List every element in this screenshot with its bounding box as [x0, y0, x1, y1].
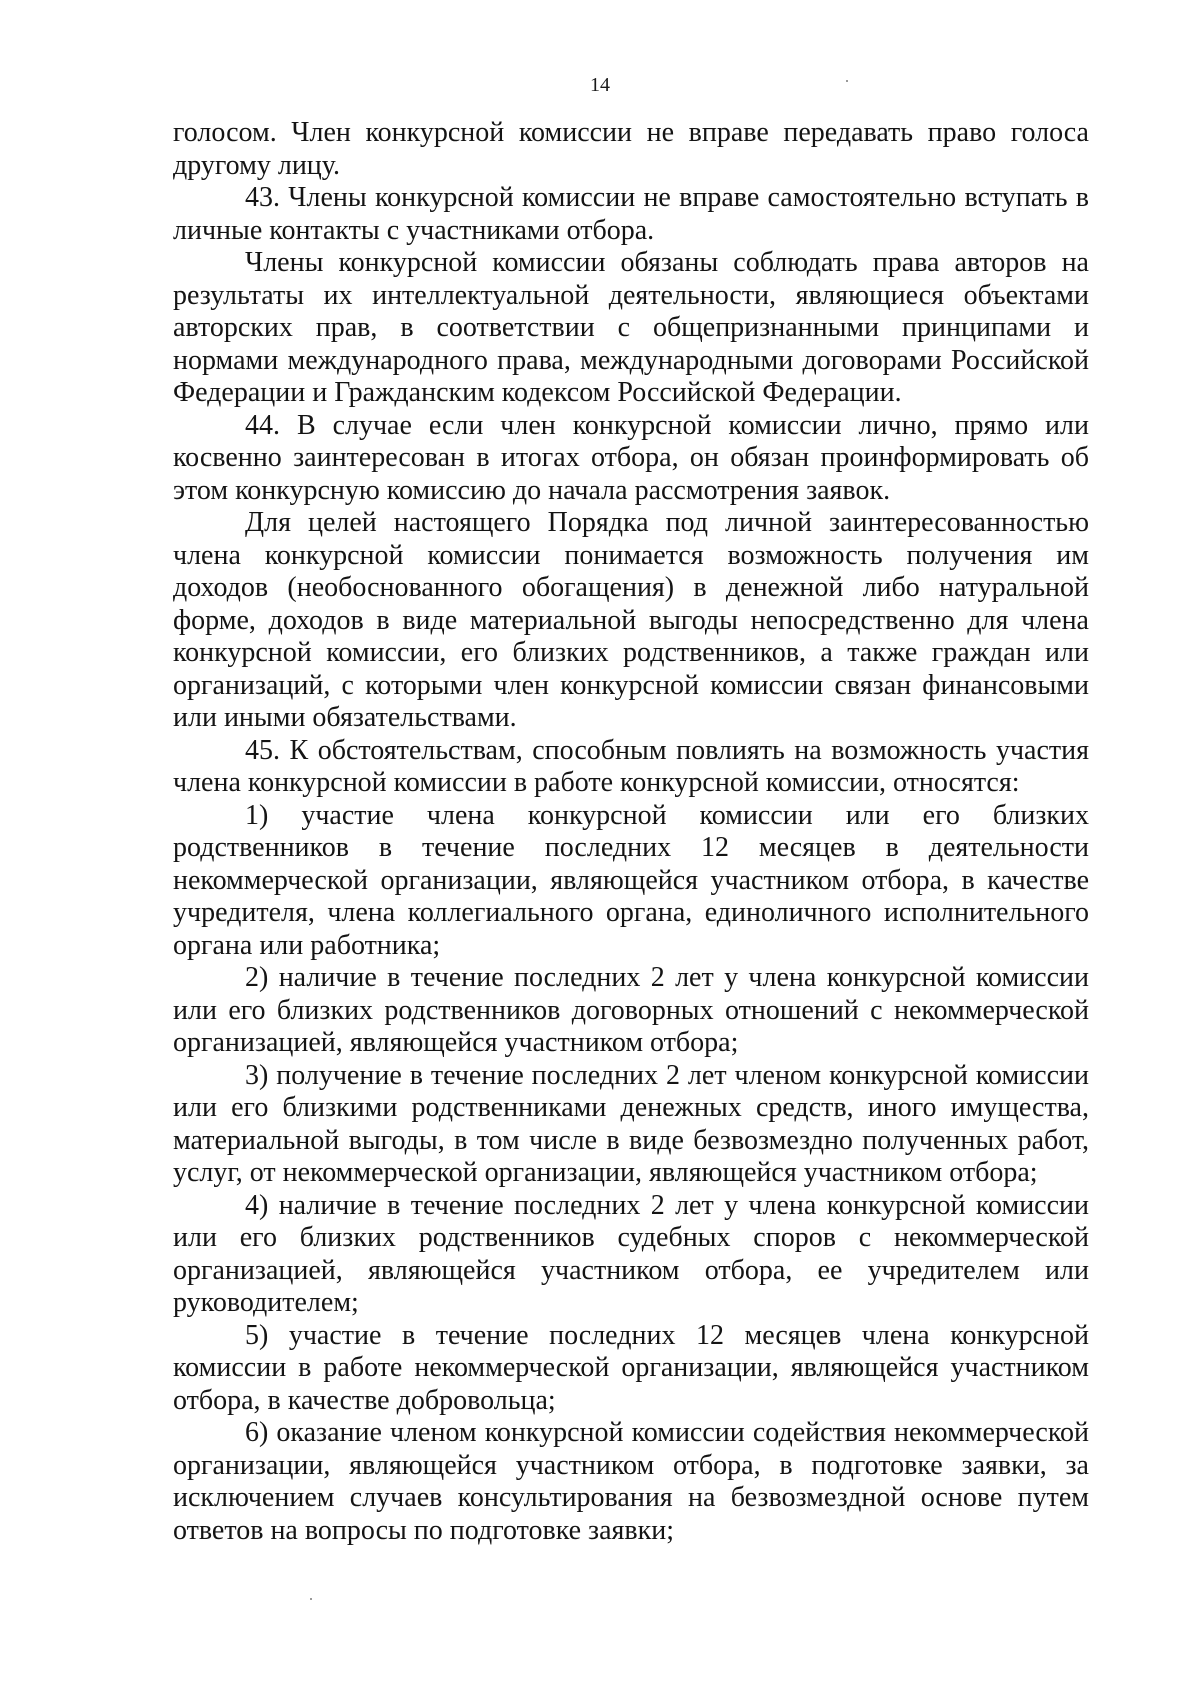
list-item-1: 1) участие члена конкурсной комиссии или его близких родственников в течение последних 12 месяцев в деятельности некоммерческой организации, являющейся участником отбора, в качестве учредителя, члена коллегиального органа, единоличного исполнительного органа или работника;: [173, 799, 1089, 961]
list-item-6: 6) оказание членом конкурсной комиссии содействия некоммерческой организации, являющейся участником отбора, в подготовке заявки, за исключением случаев консультирования на безвозмездной основе путем ответов на вопросы по подготовке заявки;: [173, 1417, 1089, 1546]
scan-speck: [846, 80, 848, 82]
paragraph-continuation: голосом. Член конкурсной комиссии не вправе передавать право голоса другому лицу.: [173, 117, 1089, 181]
paragraph-43-copyright: Члены конкурсной комиссии обязаны соблюдать права авторов на результаты их интеллектуальной деятельности, являющиеся объектами авторских прав, в соответствии с общепризнанными принципами и нормами международного права, международными договорами Российской Федерации и Гражданским кодексом Российской Федерации.: [173, 247, 1089, 408]
paragraph-43: 43. Члены конкурсной комиссии не вправе самостоятельно вступать в личные контакты с участниками отбора.: [173, 182, 1089, 246]
list-item-2: 2) наличие в течение последних 2 лет у члена конкурсной комиссии или его близких родственников договорных отношений с некоммерческой организацией, являющейся участником отбора;: [173, 962, 1089, 1058]
scan-speck: [310, 1598, 312, 1600]
document-body: [173, 117, 1089, 1547]
paragraph-44-interest-definition: Для целей настоящего Порядка под личной заинтересованностью члена конкурсной комиссии понимается возможность получения им доходов (необоснованного обогащения) в денежной либо натуральной форме, доходов в виде материальной выгоды непосредственно для члена конкурсной комиссии, его близких родственников, а также граждан или организаций, с которыми член конкурсной комиссии связан финансовыми или иными обязательствами.: [173, 507, 1089, 733]
paragraph-44: 44. В случае если член конкурсной комиссии лично, прямо или косвенно заинтересован в итогах отбора, он обязан проинформировать об этом конкурсную комиссию до начала рассмотрения заявок.: [173, 409, 1089, 506]
list-item-5: 5) участие в течение последних 12 месяцев члена конкурсной комиссии в работе некоммерческой организации, являющейся участником отбора, в качестве добровольца;: [173, 1319, 1089, 1416]
list-item-4: 4) наличие в течение последних 2 лет у члена конкурсной комиссии или его близких родственников судебных споров с некоммерческой организацией, являющейся участником отбора, ее учредителем или руководителем;: [173, 1189, 1089, 1318]
paragraph-45: 45. К обстоятельствам, способным повлиять на возможность участия члена конкурсной комиссии в работе конкурсной комиссии, относятся:: [173, 734, 1089, 798]
list-item-3: 3) получение в течение последних 2 лет членом конкурсной комиссии или его близкими родственниками денежных средств, иного имущества, материальной выгоды, в том числе в виде безвозмездно полученных работ, услуг, от некоммерческой организации, являющейся участником отбора;: [173, 1059, 1089, 1188]
page-number: 14: [590, 74, 610, 96]
